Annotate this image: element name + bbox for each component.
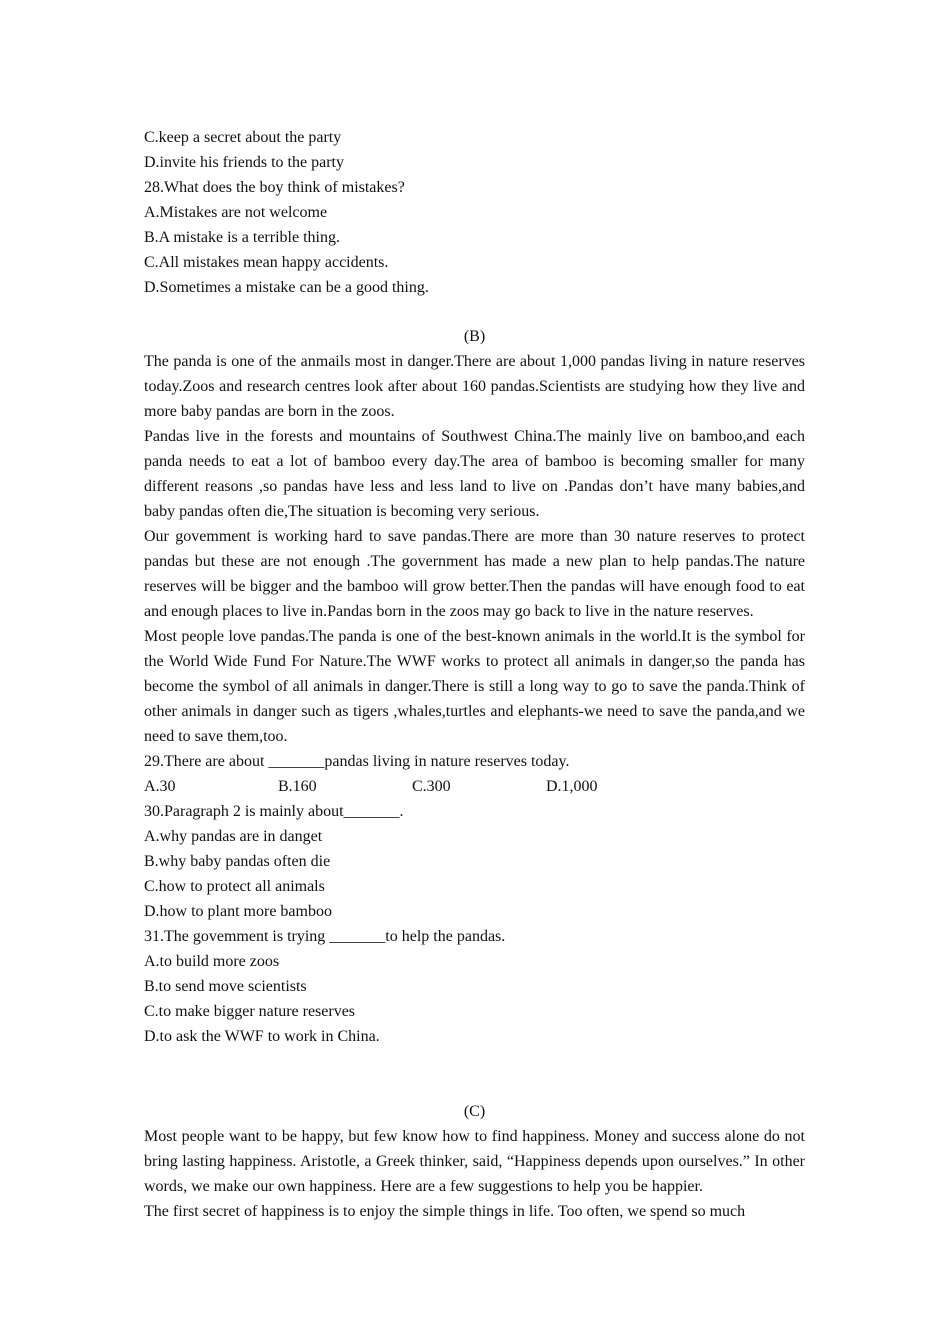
section-b-heading: (B) <box>463 328 486 345</box>
question-30: 30.Paragraph 2 is mainly about_______. <box>144 803 404 820</box>
q29-option-b: B.160 <box>278 778 317 795</box>
section-c-heading: (C) <box>463 1103 486 1120</box>
section-c-paragraph-1: Most people want to be happy, but few know how to find happiness. Money and success alone do not bring lasting happiness. Aristotle, a Greek thinker, said, “Happiness depends upon ourselves.” In other words, we make our own happiness. Here are a few suggestions to help you be happier. <box>144 1128 805 1195</box>
section-b-paragraph-2: Pandas live in the forests and mountains of Southwest China.The mainly live on bamboo,and each panda needs to eat a lot of bamboo every day.The area of bamboo is becoming smaller for many different reasons ,so pandas have less and less land to live on .Pandas don’t have many babies,and baby pandas often die,The situation is becoming very serious. <box>144 428 805 520</box>
question-29: 29.There are about _______pandas living in nature reserves today. <box>144 753 570 770</box>
q31-option-a: A.to build more zoos <box>144 953 280 970</box>
question-28: 28.What does the boy think of mistakes? <box>144 179 405 196</box>
document-page <box>144 125 805 1224</box>
q30-option-b: B.why baby pandas often die <box>144 853 331 870</box>
section-c-paragraph-2: The first secret of happiness is to enjoy the simple things in life. Too often, we spend so much <box>144 1203 746 1220</box>
section-b-paragraph-1: The panda is one of the anmails most in danger.There are about 1,000 pandas living in nature reserves today.Zoos and research centres look after about 160 pandas.Scientists are studying how they live and more baby pandas are born in the zoos. <box>144 353 805 420</box>
section-b-paragraph-4: Most people love pandas.The panda is one of the best-known animals in the world.It is the symbol for the World Wide Fund For Nature.The WWF works to protect all animals in danger,so the panda has become the symbol of all animals in danger.There is still a long way to go to save the panda.Think of other animals in danger such as tigers ,whales,turtles and elephants-we need to save the panda,and we need to save them,too. <box>144 628 805 745</box>
q31-option-c: C.to make bigger nature reserves <box>144 1003 356 1020</box>
prev-option-d: D.invite his friends to the party <box>144 154 344 171</box>
question-31: 31.The govemment is trying _______to help the pandas. <box>144 928 506 945</box>
q29-option-c: C.300 <box>412 778 451 795</box>
q28-option-a: A.Mistakes are not welcome <box>144 204 328 221</box>
q31-option-d: D.to ask the WWF to work in China. <box>144 1028 380 1045</box>
prev-option-c: C.keep a secret about the party <box>144 129 342 146</box>
q30-option-c: C.how to protect all animals <box>144 878 325 895</box>
q30-option-d: D.how to plant more bamboo <box>144 903 332 920</box>
q28-option-b: B.A mistake is a terrible thing. <box>144 229 340 246</box>
q28-option-d: D.Sometimes a mistake can be a good thing. <box>144 279 429 296</box>
q30-option-a: A.why pandas are in danget <box>144 828 323 845</box>
q31-option-b: B.to send move scientists <box>144 978 307 995</box>
q29-option-d: D.1,000 <box>546 778 598 795</box>
q29-options <box>144 774 805 799</box>
section-b-paragraph-3: Our govemment is working hard to save pandas.There are more than 30 nature reserves to protect pandas but these are not enough .The government has made a new plan to help pandas.The nature reserves will be bigger and the bamboo will grow better.Then the pandas will have enough food to eat and enough places to live in.Pandas born in the zoos may go back to live in the nature reserves. <box>144 528 805 620</box>
q28-option-c: C.All mistakes mean happy accidents. <box>144 254 389 271</box>
q29-option-a: A.30 <box>144 778 176 795</box>
